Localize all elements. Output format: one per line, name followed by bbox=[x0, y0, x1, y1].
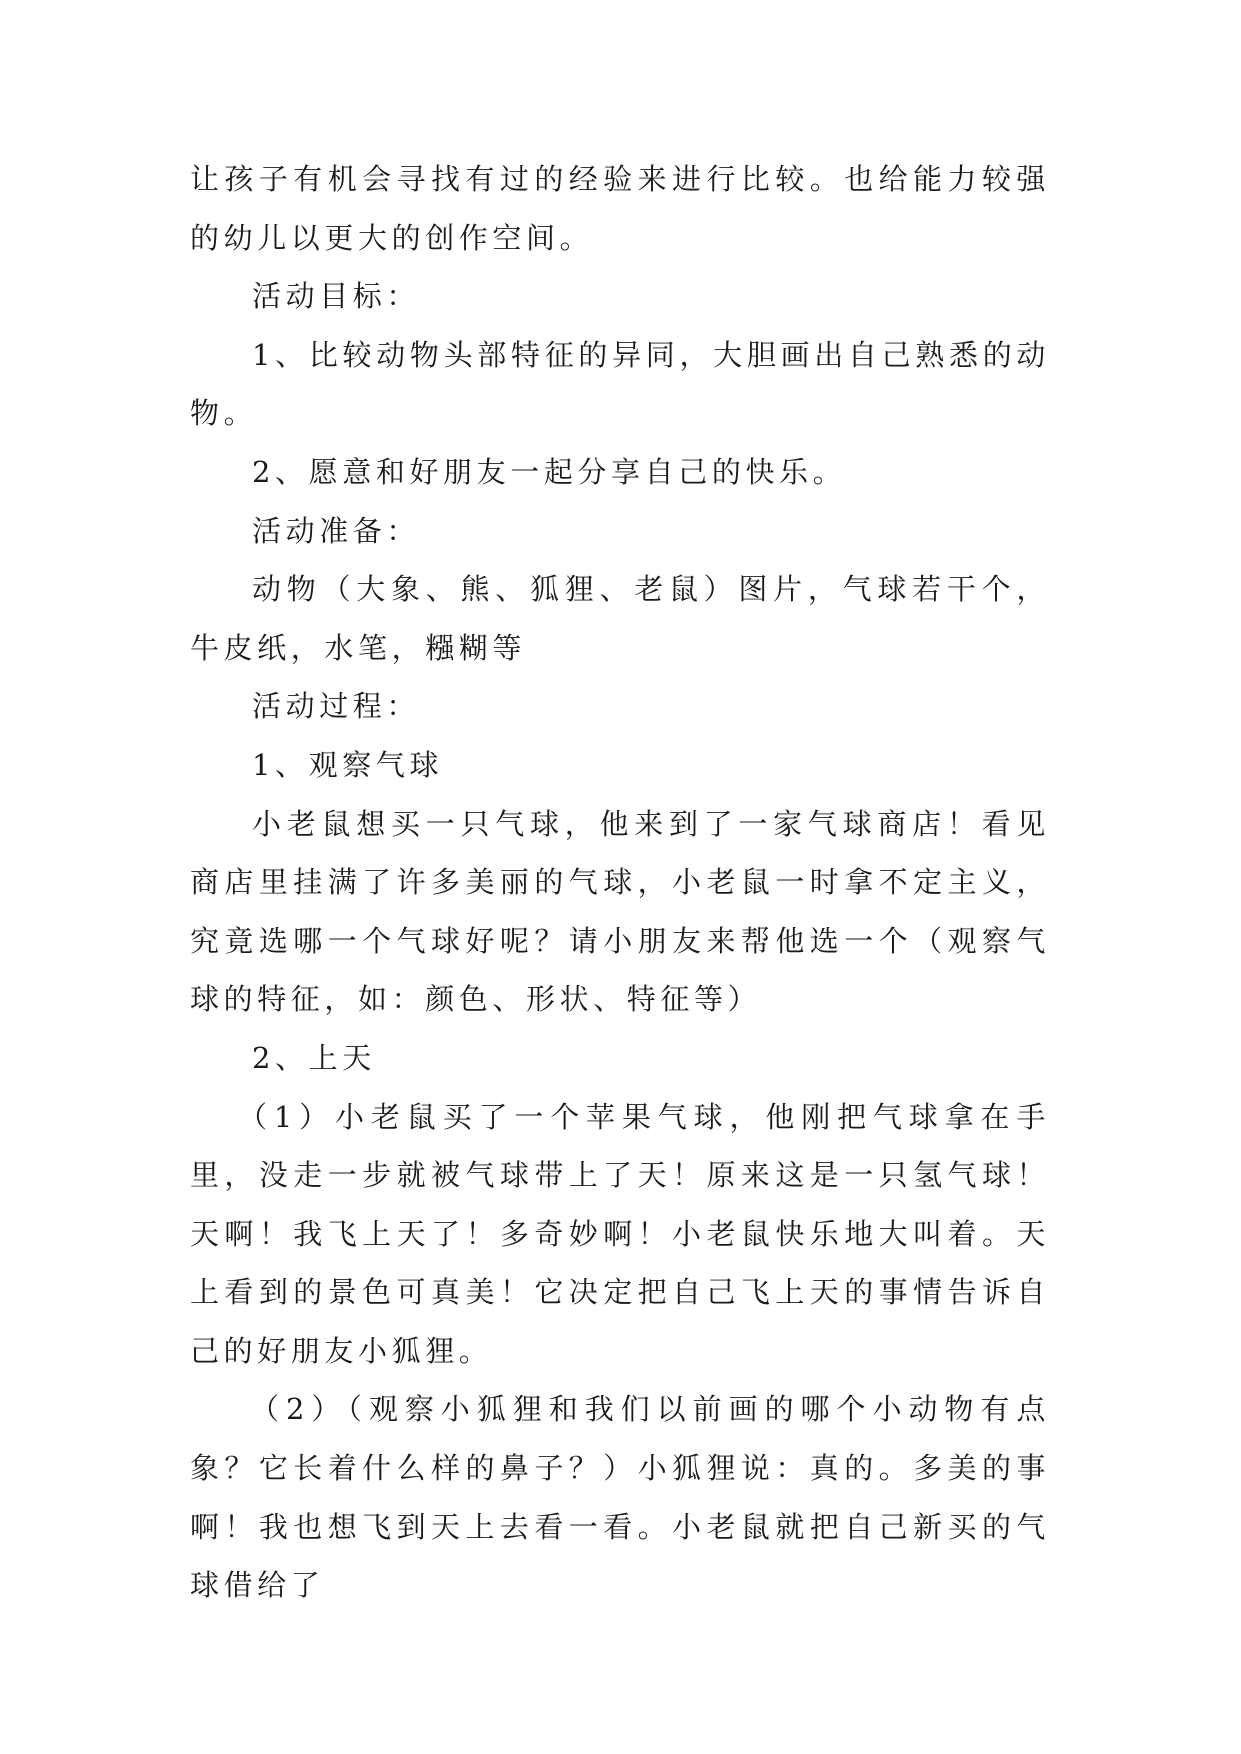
process-step-1-title: 1、观察气球 bbox=[252, 747, 444, 782]
heading-activity-goals: 活动目标： bbox=[252, 279, 421, 314]
process-step-2-sub-1: （1）小老鼠买了一个苹果气球，他刚把气球拿在手里，没走一步就被气球带上了天！原来这是一只氢气球！天啊！我飞上天了！多奇妙啊！小老鼠快乐地大叫着。天上看到的景色可真美！它决定把自己飞上天的事情告诉自己的好朋友小狐狸。 bbox=[190, 1099, 1050, 1368]
heading-activity-process: 活动过程： bbox=[252, 689, 421, 724]
process-step-2-title: 2、上天 bbox=[252, 1040, 376, 1075]
goal-item-1: 1、比较动物头部特征的异同，大胆画出自己熟悉的动物。 bbox=[190, 337, 1050, 431]
preparation-materials: 动物（大象、熊、狐狸、老鼠）图片，气球若干个，牛皮纸，水笔，糨糊等 bbox=[190, 572, 1050, 665]
document-page bbox=[190, 150, 1050, 1615]
paragraph-intro-continuation: 让孩子有机会寻找有过的经验来进行比较。也给能力较强的幼儿以更大的创作空间。 bbox=[190, 162, 1050, 255]
process-step-1-body: 小老鼠想买一只气球，他来到了一家气球商店！看见商店里挂满了许多美丽的气球，小老鼠一时拿不定主义，究竟选哪一个气球好呢？请小朋友来帮他选一个（观察气球的特征，如：颜色、形状、特征等） bbox=[190, 806, 1050, 1017]
process-step-2-sub-2: （2）（观察小狐狸和我们以前画的哪个小动物有点象？它长着什么样的鼻子？）小狐狸说：真的。多美的事啊！我也想飞到天上去看一看。小老鼠就把自己新买的气球借给了 bbox=[190, 1392, 1050, 1603]
goal-item-2: 2、愿意和好朋友一起分享自己的快乐。 bbox=[252, 454, 847, 489]
heading-activity-preparation: 活动准备： bbox=[252, 513, 421, 548]
